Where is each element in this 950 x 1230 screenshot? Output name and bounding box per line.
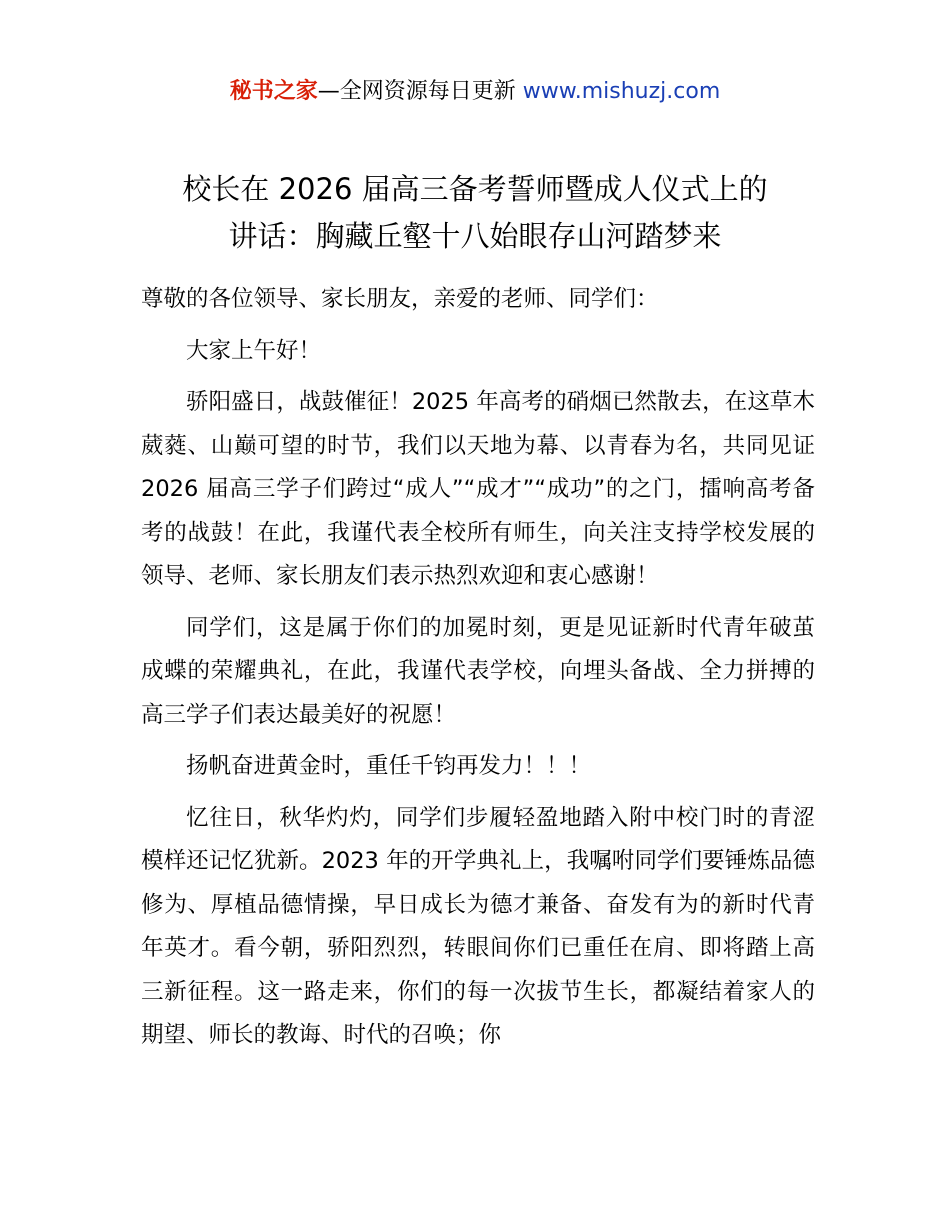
page-header xyxy=(0,74,950,110)
body-paragraph: 骄阳盛日，战鼓催征！2025 年高考的硝烟已然散去，在这草木葳蕤、山巅可望的时节，我们以天地为幕、以青春为名，共同见证 2026 届高三学子们跨过“成人”“成才”“成功”的之门，擂响高考备考的战鼓！在此，我谨代表全校所有师生，向关注支持学校发展的领导、老师、家长朋友们表示热烈欢迎和衷心感谢！ xyxy=(141,389,815,589)
slogan-paragraph: 扬帆奋进黄金时，重任千钧再发力！！！ xyxy=(186,753,592,779)
site-tagline: —全网资源每日更新 xyxy=(317,79,523,104)
document-title xyxy=(100,166,850,260)
body-paragraph: 同学们，这是属于你们的加冕时刻，更是见证新时代青年破茧成蝶的荣耀典礼，在此，我谨代表学校，向埋头备战、全力拼搏的高三学子们表达最美好的祝愿！ xyxy=(141,614,815,728)
title-line-2: 讲话：胸藏丘壑十八始眼存山河踏梦来 xyxy=(228,219,722,253)
title-line-1: 校长在 2026 届高三备考誓师暨成人仪式上的 xyxy=(182,172,768,206)
body-paragraph: 忆往日，秋华灼灼，同学们步履轻盈地踏入附中校门时的青涩模样还记忆犹新。2023 年的开学典礼上，我嘱咐同学们要锤炼品德修为、厚植品德情操，早日成长为德才兼备、奋发有为的新时代青年英才。看今朝，骄阳烈烈，转眼间你们已重任在肩、即将踏上高三新征程。这一路走来，你们的每一次拔节生长，都凝结着家人的期望、师长的教诲、时代的召唤；你 xyxy=(141,804,815,1048)
site-url-link[interactable]: www.mishuzj.com xyxy=(522,79,721,104)
greeting-paragraph: 大家上午好！ xyxy=(186,337,322,364)
salutation: 尊敬的各位领导、家长朋友，亲爱的老师、同学们： xyxy=(141,286,659,312)
site-name: 秘书之家 xyxy=(229,79,318,104)
document-body xyxy=(141,278,815,1058)
